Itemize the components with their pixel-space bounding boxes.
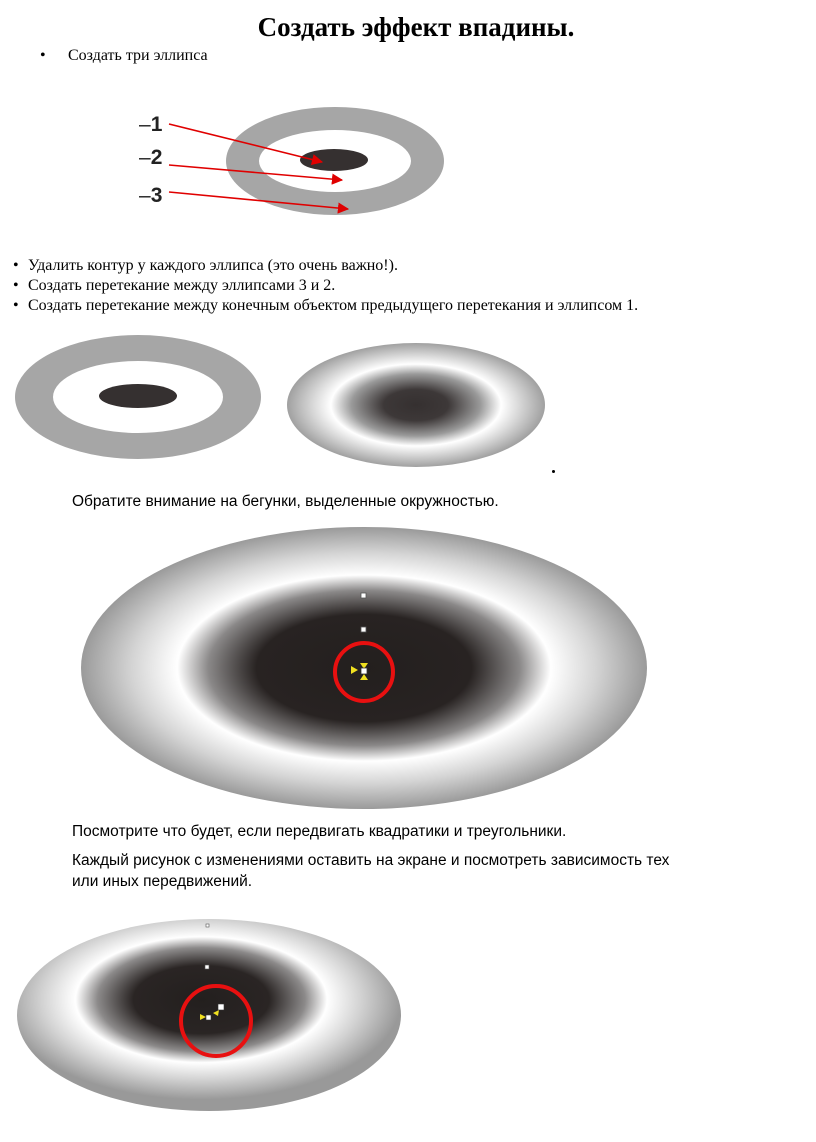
- handle-corner-square-2[interactable]: [218, 1004, 224, 1010]
- label-dash: –: [139, 113, 151, 136]
- three-ellipses-figure: [0, 0, 816, 240]
- note-handles: Обратите внимание на бегунки, выделенные окружностью.: [72, 493, 499, 510]
- label-number: 1: [150, 113, 163, 136]
- list-item: [13, 256, 638, 276]
- step-text: Создать перетекание между эллипсами 3 и 2.: [28, 277, 336, 294]
- label-dash: –: [139, 184, 151, 207]
- page-title: Создать эффект впадины.: [257, 12, 575, 42]
- handle-top-square[interactable]: [361, 593, 366, 598]
- bullet-symbol: •: [40, 47, 46, 64]
- label-dash: –: [139, 146, 151, 169]
- intro-bullet-text: Создать три эллипса: [68, 47, 208, 64]
- stray-dot: [552, 470, 555, 473]
- blended-ellipse: [287, 343, 545, 467]
- label-number: 2: [150, 146, 163, 169]
- ellipse-label-3: [139, 184, 162, 208]
- plain-ellipse-inner: [99, 384, 177, 408]
- note-each-line-2: или иных передвижений.: [72, 873, 253, 890]
- steps-list: [13, 256, 638, 316]
- handle-top-square-2[interactable]: [206, 924, 209, 927]
- handle-mid-square[interactable]: [361, 627, 366, 632]
- handle-center-square-2[interactable]: [206, 1015, 211, 1020]
- note-each-line-1: Каждый рисунок с изменениями оставить на экране и посмотреть зависимость тех: [72, 852, 670, 869]
- step-text: Создать перетекание между конечным объектом предыдущего перетекания и эллипсом 1.: [28, 297, 639, 314]
- blend-comparison-figure: [0, 320, 816, 480]
- bullet-symbol: •: [13, 257, 19, 274]
- handle-mid-square-2[interactable]: [205, 965, 209, 969]
- ellipse-label-2: [139, 146, 162, 170]
- ellipse-label-1: [139, 113, 162, 137]
- handle-center-square[interactable]: [361, 668, 367, 674]
- step-text: Удалить контур у каждого эллипса (это очень важно!).: [28, 257, 398, 274]
- list-item: [13, 276, 638, 296]
- ellipse-1-inner: [300, 149, 368, 171]
- label-number: 3: [150, 184, 163, 207]
- bullet-symbol: •: [13, 277, 19, 294]
- large-blend-figure: [0, 520, 816, 820]
- list-item: [13, 296, 638, 316]
- bullet-symbol: •: [13, 297, 19, 314]
- note-move: Посмотрите что будет, если передвигать квадратики и треугольники.: [72, 823, 567, 840]
- note-each: [72, 850, 669, 892]
- modified-blend-figure: [0, 910, 816, 1142]
